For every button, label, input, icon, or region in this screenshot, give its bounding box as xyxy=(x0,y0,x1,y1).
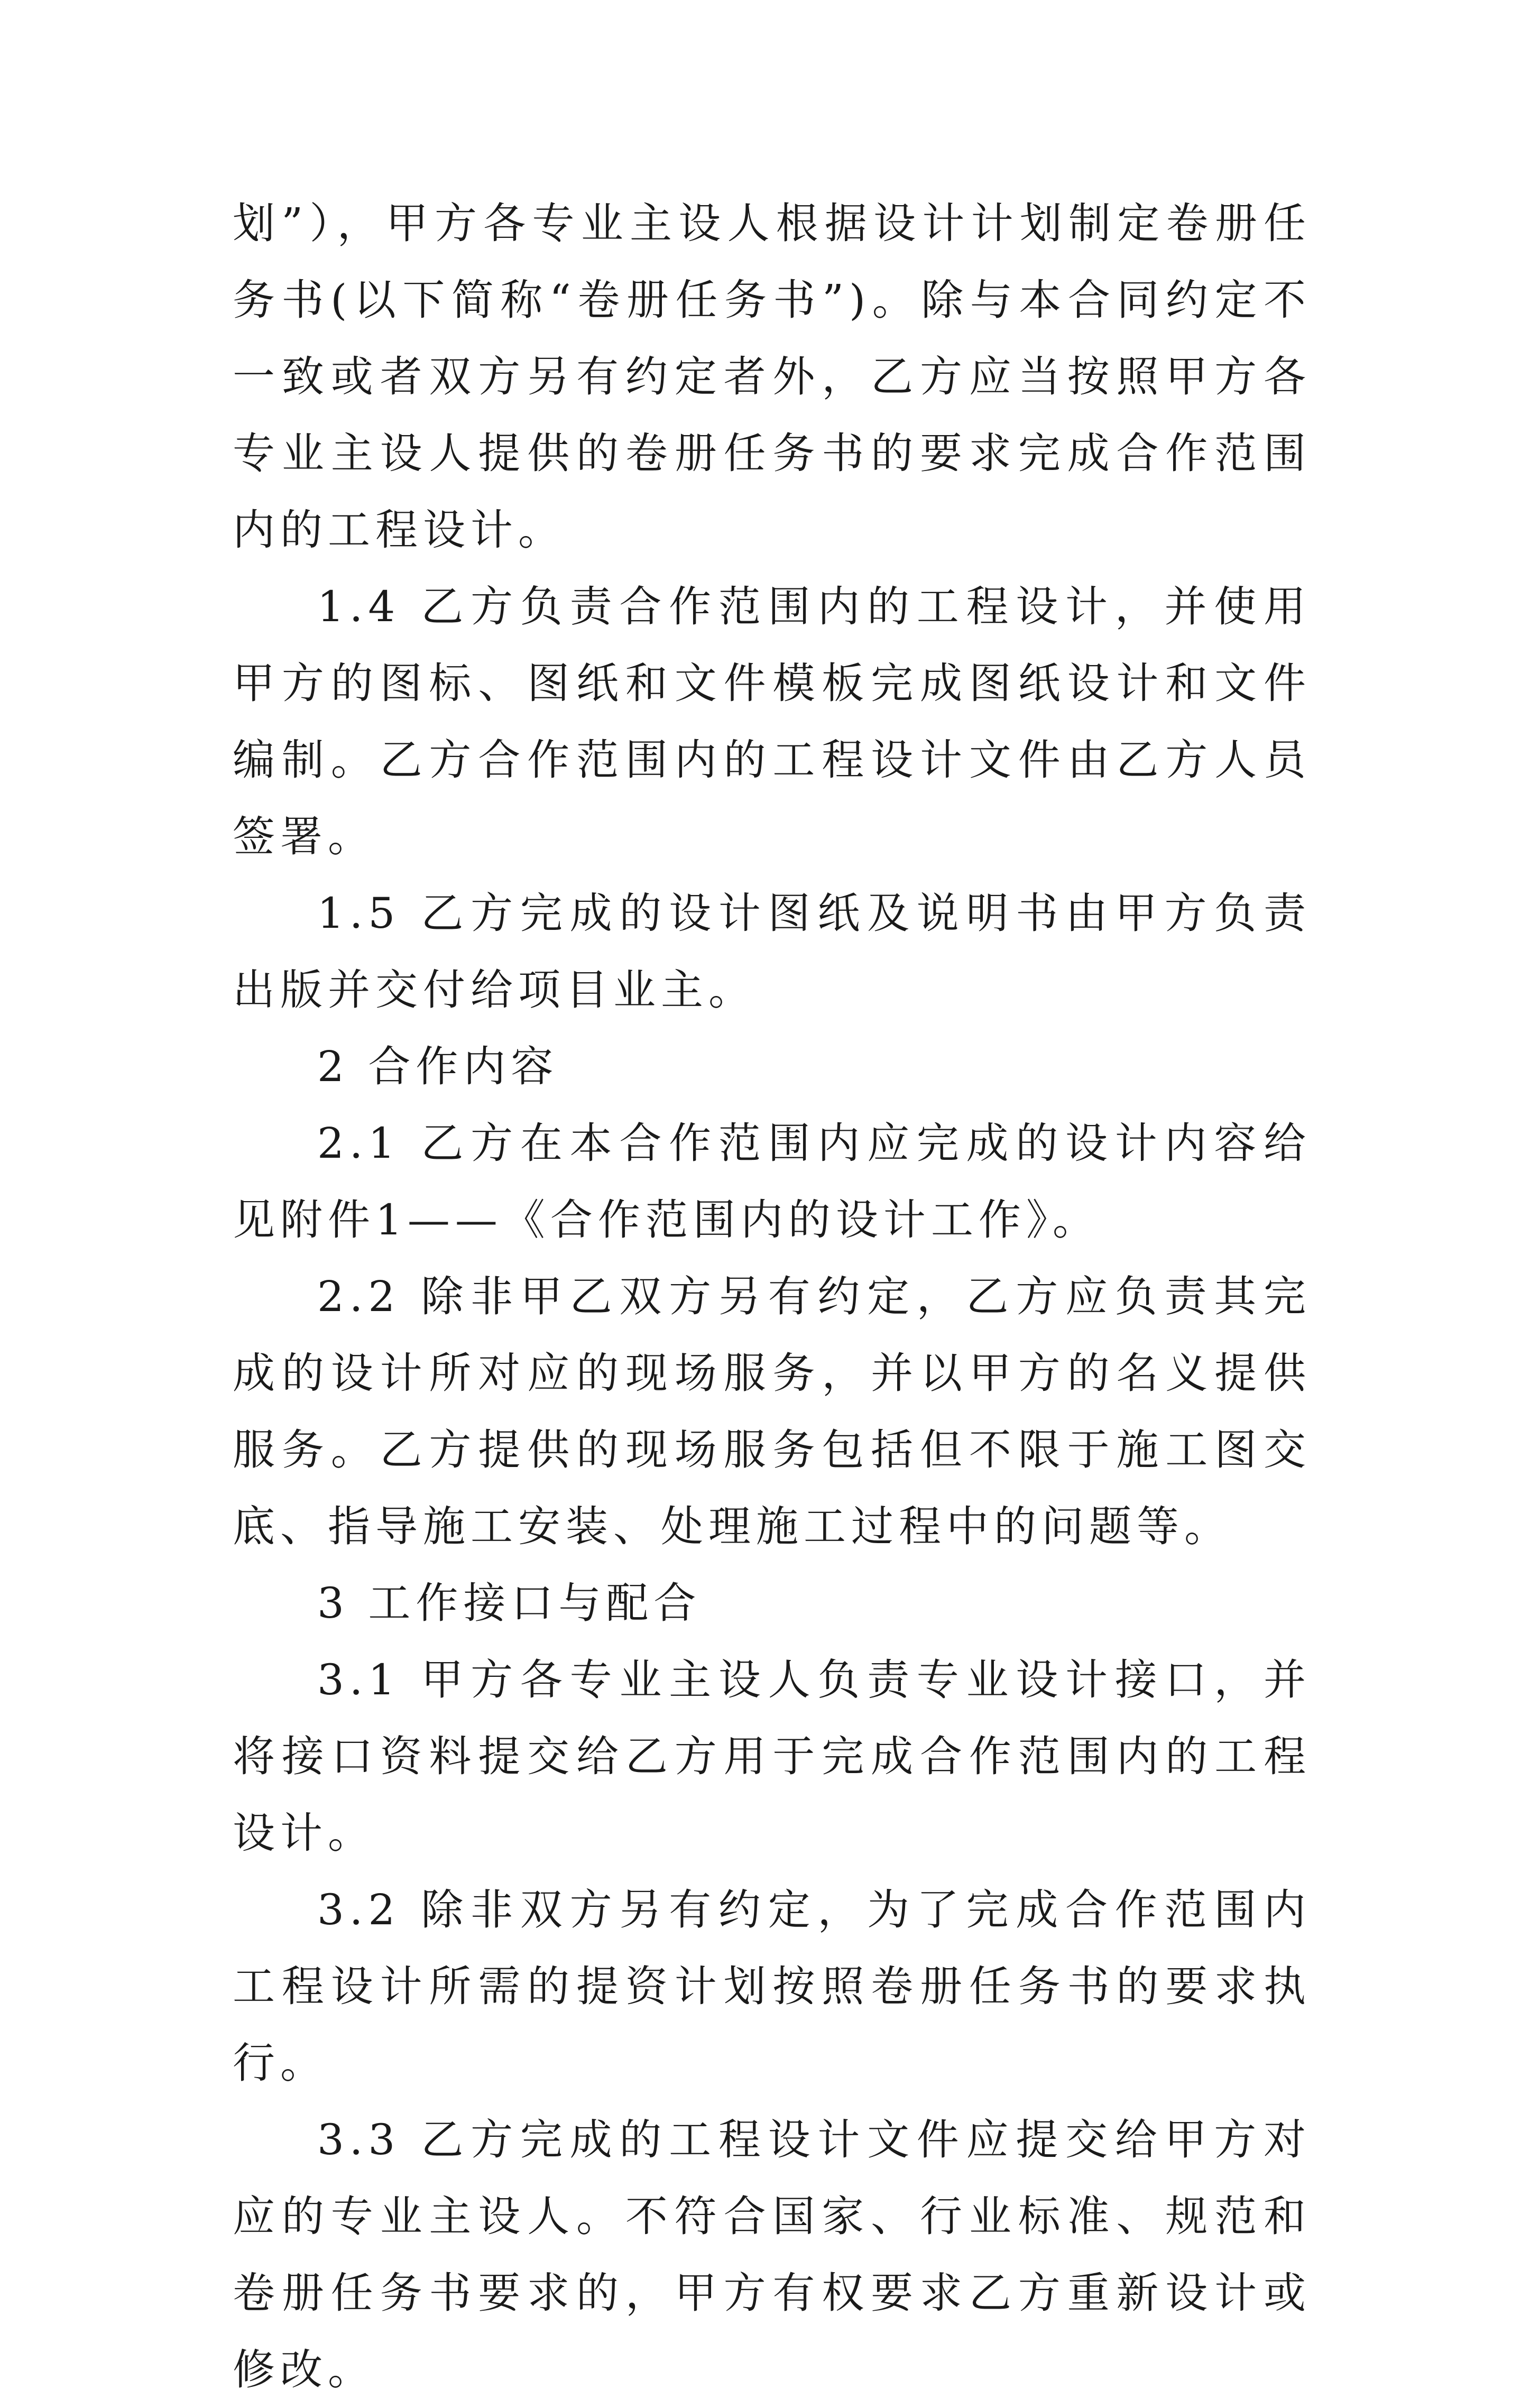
paragraph-3-1: 3.1 甲方各专业主设人负责专业设计接口，并将接口资料提交给乙方用于完成合作范围内的工程设计。 xyxy=(233,1655,1311,1858)
paragraph-continuation: 划”），甲方各专业主设人根据设计计划制定卷册任务书(以下简称“卷册任务书”)。除与本合同约定不一致或者双方另有约定者外，乙方应当按照甲方各专业主设人提供的卷册任务书的要求完成合作范围内的工程设计。 xyxy=(233,199,1311,555)
paragraph-3-3: 3.3 乙方完成的工程设计文件应提交给甲方对应的专业主设人。不符合国家、行业标准、规范和卷册任务书要求的，甲方有权要求乙方重新设计或修改。 xyxy=(233,2115,1311,2394)
paragraph-1-5: 1.5 乙方完成的设计图纸及说明书由甲方负责出版并交付给项目业主。 xyxy=(233,889,1311,1014)
paragraph-2-2: 2.2 除非甲乙双方另有约定，乙方应负责其完成的设计所对应的现场服务，并以甲方的名义提供服务。乙方提供的现场服务包括但不限于施工图交底、指导施工安装、处理施工过程中的问题等。 xyxy=(233,1272,1311,1551)
paragraph-3-2: 3.2 除非双方另有约定，为了完成合作范围内工程设计所需的提资计划按照卷册任务书的要求执行。 xyxy=(233,1885,1311,2088)
heading-3: 3 工作接口与配合 xyxy=(317,1579,702,1628)
heading-2: 2 合作内容 xyxy=(317,1042,559,1091)
paragraph-1-4: 1.4 乙方负责合作范围内的工程设计，并使用甲方的图标、图纸和文件模板完成图纸设计和文件编制。乙方合作范围内的工程设计文件由乙方人员签署。 xyxy=(233,582,1311,861)
paragraph-2-1: 2.1 乙方在本合作范围内应完成的设计内容给见附件1——《合作范围内的设计工作》。 xyxy=(233,1119,1311,1244)
document-body xyxy=(233,185,1311,2408)
